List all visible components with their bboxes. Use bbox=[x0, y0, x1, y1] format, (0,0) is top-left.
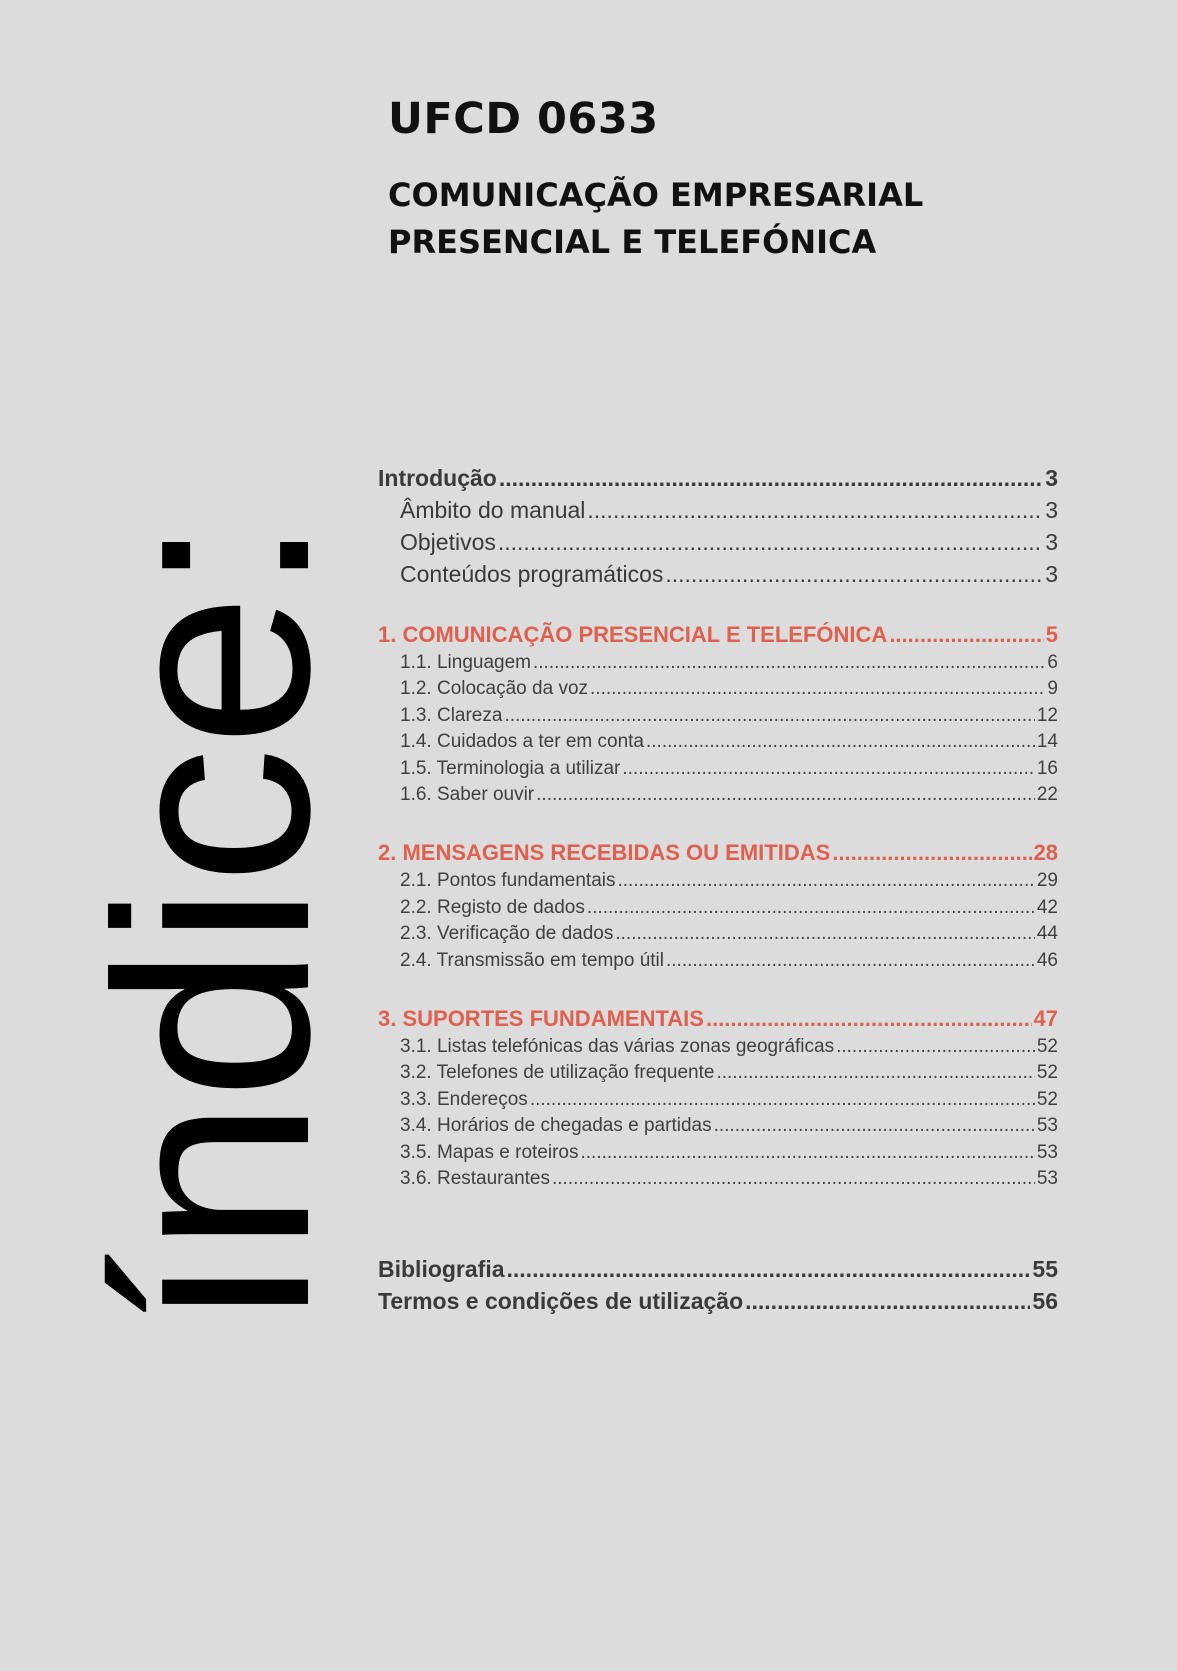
toc-entry-page: 9 bbox=[1047, 678, 1058, 700]
toc-entry-page: 52 bbox=[1036, 1062, 1058, 1084]
toc-leader-dots bbox=[587, 895, 1035, 921]
toc-entry-page: 52 bbox=[1036, 1036, 1058, 1058]
course-title bbox=[388, 172, 1128, 266]
toc-entry-1-5[interactable] bbox=[378, 756, 1058, 782]
toc-leader-dots bbox=[530, 1087, 1035, 1113]
toc-entry-page: 53 bbox=[1036, 1115, 1058, 1137]
toc-entry-label: 3.3. Endereços bbox=[400, 1088, 528, 1110]
toc-leader-dots bbox=[536, 782, 1035, 808]
toc-leader-dots bbox=[714, 1113, 1035, 1139]
toc-entry-label: 3.4. Horários de chegadas e partidas bbox=[400, 1115, 712, 1137]
toc-entry-page: 53 bbox=[1036, 1141, 1058, 1163]
table-of-contents bbox=[378, 462, 1058, 1317]
toc-leader-dots bbox=[498, 526, 1043, 558]
toc-entry-2-1[interactable] bbox=[378, 868, 1058, 894]
toc-entry-label: 2.3. Verificação de dados bbox=[400, 923, 614, 945]
toc-leader-dots bbox=[499, 462, 1043, 494]
toc-leader-dots bbox=[587, 494, 1043, 526]
toc-entry-label: Âmbito do manual bbox=[400, 497, 586, 523]
toc-entry-intro-objectives[interactable] bbox=[378, 526, 1058, 558]
toc-leader-dots bbox=[617, 868, 1034, 894]
course-title-line-1: COMUNICAÇÃO EMPRESARIAL bbox=[388, 176, 924, 214]
toc-entry-1-2[interactable] bbox=[378, 676, 1058, 702]
toc-entry-3-5[interactable] bbox=[378, 1140, 1058, 1166]
toc-entry-label: 1.6. Saber ouvir bbox=[400, 784, 535, 806]
toc-chapter-2[interactable] bbox=[378, 838, 1058, 868]
toc-entry-page: 3 bbox=[1045, 529, 1058, 555]
toc-entry-page: 22 bbox=[1036, 784, 1058, 806]
toc-entry-page: 3 bbox=[1045, 561, 1058, 587]
course-title-line-2: PRESENCIAL E TELEFÓNICA bbox=[388, 223, 877, 261]
toc-entry-label: 3.6. Restaurantes bbox=[400, 1168, 550, 1190]
toc-entry-label: 3.5. Mapas e roteiros bbox=[400, 1141, 579, 1163]
toc-entry-3-1[interactable] bbox=[378, 1034, 1058, 1060]
toc-entry-page: 29 bbox=[1036, 870, 1058, 892]
toc-leader-dots bbox=[889, 620, 1043, 650]
toc-entry-label: 3.2. Telefones de utilização frequente bbox=[400, 1062, 715, 1084]
toc-leader-dots bbox=[716, 1060, 1034, 1086]
toc-entry-label: 2.4. Transmissão em tempo útil bbox=[400, 949, 664, 971]
toc-leader-dots bbox=[622, 756, 1034, 782]
toc-leader-dots bbox=[666, 948, 1035, 974]
toc-entry-terms[interactable] bbox=[378, 1285, 1058, 1317]
toc-entry-3-6[interactable] bbox=[378, 1166, 1058, 1192]
toc-entry-page: 14 bbox=[1036, 731, 1058, 753]
toc-entry-page: 12 bbox=[1036, 704, 1058, 726]
toc-entry-1-6[interactable] bbox=[378, 782, 1058, 808]
toc-entry-intro-contents[interactable] bbox=[378, 558, 1058, 590]
toc-entry-intro-scope[interactable] bbox=[378, 494, 1058, 526]
toc-leader-dots bbox=[590, 676, 1045, 702]
toc-leader-dots bbox=[504, 703, 1034, 729]
course-code: UFCD 0633 bbox=[388, 94, 659, 144]
toc-leader-dots bbox=[552, 1166, 1035, 1192]
toc-entry-page: 16 bbox=[1036, 757, 1058, 779]
toc-entry-1-4[interactable] bbox=[378, 729, 1058, 755]
toc-chapter-page: 28 bbox=[1033, 840, 1058, 866]
toc-chapter-page: 47 bbox=[1033, 1006, 1058, 1032]
toc-entry-2-3[interactable] bbox=[378, 921, 1058, 947]
toc-entry-page: 53 bbox=[1036, 1168, 1058, 1190]
toc-entry-page: 3 bbox=[1045, 497, 1058, 523]
toc-chapter-3[interactable] bbox=[378, 1004, 1058, 1034]
toc-entry-label: Termos e condições de utilização bbox=[378, 1287, 744, 1314]
toc-entry-page: 55 bbox=[1032, 1255, 1058, 1282]
toc-entry-page: 56 bbox=[1032, 1287, 1058, 1314]
toc-entry-label: Objetivos bbox=[400, 529, 496, 555]
toc-entry-label: 2.1. Pontos fundamentais bbox=[400, 870, 616, 892]
toc-leader-dots bbox=[832, 838, 1031, 868]
toc-chapter-label: 3. SUPORTES FUNDAMENTAIS bbox=[378, 1006, 704, 1032]
toc-entry-intro[interactable] bbox=[378, 462, 1058, 494]
toc-entry-label: 3.1. Listas telefónicas das várias zonas geográficas bbox=[400, 1036, 835, 1058]
toc-leader-dots bbox=[836, 1034, 1035, 1060]
toc-entry-3-2[interactable] bbox=[378, 1060, 1058, 1086]
toc-entry-label: 1.2. Colocação da voz bbox=[400, 678, 589, 700]
index-vertical-title: índice: bbox=[59, 516, 367, 1330]
toc-entry-page: 44 bbox=[1036, 923, 1058, 945]
toc-entry-page: 6 bbox=[1047, 652, 1058, 673]
toc-entry-label: Introdução bbox=[378, 465, 497, 491]
toc-entry-label: Conteúdos programáticos bbox=[400, 561, 664, 587]
toc-leader-dots bbox=[665, 558, 1043, 590]
toc-entry-bibliography[interactable] bbox=[378, 1253, 1058, 1285]
document-header bbox=[388, 88, 1128, 266]
toc-entry-2-4[interactable] bbox=[378, 948, 1058, 974]
toc-entry-label: 1.3. Clareza bbox=[400, 704, 503, 726]
toc-leader-dots bbox=[646, 729, 1035, 755]
toc-chapter-page: 5 bbox=[1045, 622, 1058, 647]
toc-leader-dots bbox=[615, 921, 1034, 947]
toc-entry-3-4[interactable] bbox=[378, 1113, 1058, 1139]
toc-chapter-label: 2. MENSAGENS RECEBIDAS OU EMITIDAS bbox=[378, 840, 831, 866]
toc-entry-label: 1.1. Linguagem bbox=[400, 652, 531, 673]
toc-entry-3-3[interactable] bbox=[378, 1087, 1058, 1113]
toc-entry-1-1[interactable] bbox=[378, 650, 1058, 676]
toc-chapter-label: 1. COMUNICAÇÃO PRESENCIAL E TELEFÓNICA bbox=[378, 622, 888, 647]
toc-entry-page: 52 bbox=[1036, 1088, 1058, 1110]
toc-entry-label: 2.2. Registo de dados bbox=[400, 896, 585, 918]
toc-entry-1-3[interactable] bbox=[378, 703, 1058, 729]
toc-leader-dots bbox=[706, 1004, 1032, 1034]
toc-entry-2-2[interactable] bbox=[378, 895, 1058, 921]
toc-entry-page: 3 bbox=[1045, 465, 1058, 491]
toc-entry-page: 42 bbox=[1036, 896, 1058, 918]
toc-leader-dots bbox=[507, 1253, 1031, 1285]
toc-chapter-1[interactable] bbox=[378, 620, 1058, 650]
toc-entry-page: 46 bbox=[1036, 949, 1058, 971]
toc-leader-dots bbox=[580, 1140, 1034, 1166]
toc-entry-label: 1.5. Terminologia a utilizar bbox=[400, 757, 621, 779]
toc-entry-label: Bibliografia bbox=[378, 1255, 505, 1282]
toc-entry-label: 1.4. Cuidados a ter em conta bbox=[400, 731, 644, 753]
toc-leader-dots bbox=[745, 1285, 1030, 1317]
toc-leader-dots bbox=[533, 650, 1045, 676]
